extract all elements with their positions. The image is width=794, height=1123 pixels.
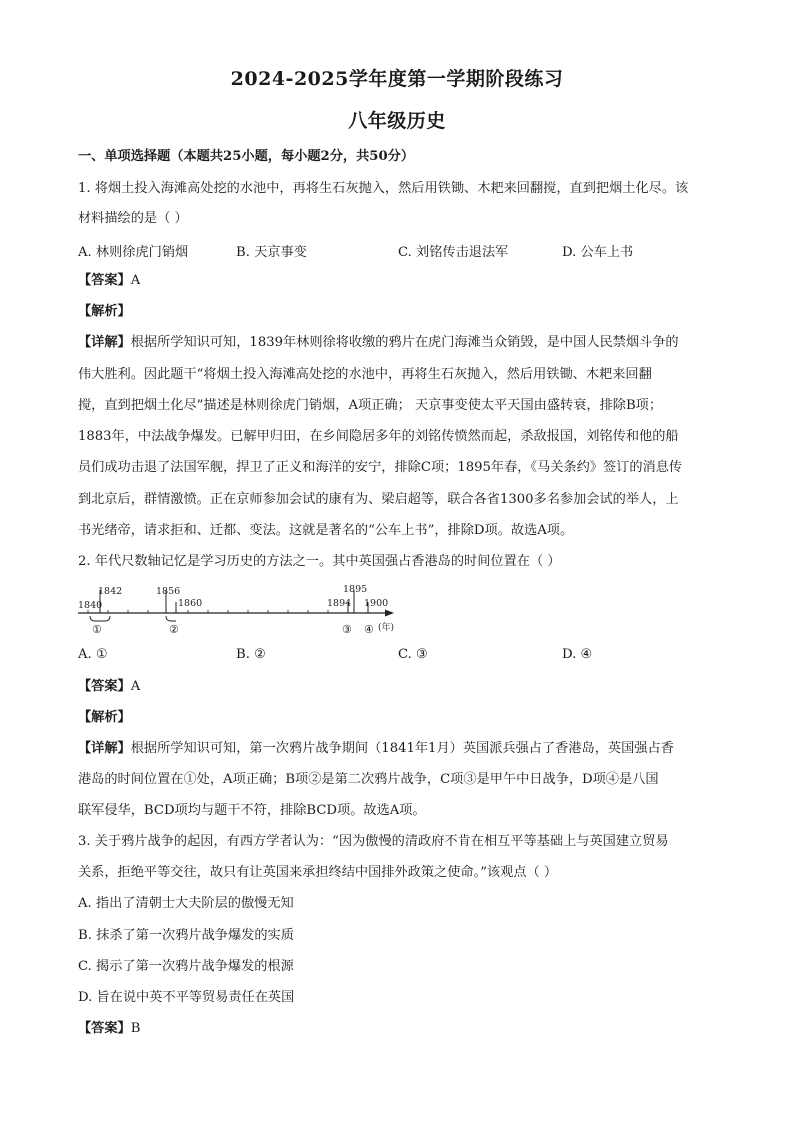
q1-option-b: B. 天京事变 — [236, 245, 307, 260]
q1-answer — [78, 272, 718, 290]
exam-subtitle: 八年级历史 — [348, 110, 446, 132]
q1-detail-line: 搅，直到把烟土化尽”描述是林则徐虎门销烟，A项正确； 天京事变使太平天国由盛转衰，排除B项； — [78, 398, 663, 413]
timeline-year-label: 1856 — [156, 586, 181, 597]
q1-option-a: A. 林则徐虎门销烟 — [78, 245, 189, 260]
timeline-year-label: 1900 — [364, 598, 389, 609]
q2-timeline — [78, 580, 418, 640]
exam-title: 2024-2025学年度第一学期阶段练习 — [230, 68, 564, 90]
timeline-year-label: 1860 — [178, 598, 203, 609]
q1-option-d: D. 公车上书 — [562, 245, 634, 260]
q1-detail-line: 伟大胜利。因此题干“将烟土投入海滩高处挖的水池中，再将生石灰抛入，然后用铁锄、木耙来回翻 — [78, 367, 652, 382]
q1-answer-value: A — [130, 273, 141, 288]
q1-stem-line2: 材料描绘的是（ ） — [78, 211, 188, 226]
q3-answer — [78, 1020, 718, 1038]
timeline-year-label: 1840 — [78, 600, 103, 611]
q1-detail-line — [78, 334, 718, 352]
section-heading: 一、单项选择题（本题共25小题，每小题2分，共50分） — [78, 149, 415, 164]
timeline-mark: ② — [169, 623, 179, 636]
q2-option-a: A. ① — [78, 647, 108, 662]
timeline-unit: (年) — [378, 623, 395, 633]
q2-option-d: D. ④ — [562, 647, 593, 662]
q3-stem-line2: 关系，拒绝平等交往，故只有让英国来承担终结中国排外政策之使命。”该观点（ ） — [78, 865, 558, 880]
q1-detail-line: 1883年，中法战争爆发。已解甲归田，在乡间隐居多年的刘铭传愤然而起，杀敌报国，刘铭传和他的船 — [78, 429, 679, 444]
q3-option-c: C. 揭示了第一次鸦片战争爆发的根源 — [78, 959, 294, 974]
q2-answer-label: 【答案】 — [78, 679, 131, 694]
q1-detail-line: 员们成功击退了法国军舰，捍卫了正义和海洋的安宁，排除C项；1895年春，《马关条约》签订的消息传 — [78, 460, 683, 475]
q3-answer-value: B — [130, 1021, 141, 1036]
q2-detail-line — [78, 740, 718, 758]
q2-answer-value: A — [130, 679, 141, 694]
q2-option-b: B. ② — [236, 647, 266, 662]
q3-option-a: A. 指出了清朝士大夫阶层的傲慢无知 — [78, 896, 294, 911]
q1-answer-label: 【答案】 — [78, 273, 131, 288]
q1-detail-line: 到北京后，群情激愤。正在京师参加会试的康有为、梁启超等，联合各省1300多名参加会试的举人，上 — [78, 492, 679, 507]
q2-stem: 2. 年代尺数轴记忆是学习历史的方法之一。其中英国强占香港岛的时间位置在（ ） — [78, 554, 561, 569]
q1-option-c: C. 刘铭传击退法军 — [398, 245, 509, 260]
timeline-mark: ④ — [364, 623, 374, 636]
q2-option-c: C. ③ — [398, 647, 428, 662]
timeline-mark: ③ — [342, 623, 352, 636]
q1-detail-label: 【详解】 — [78, 335, 131, 350]
q2-answer — [78, 678, 718, 696]
q1-detail-line: 书光绪帝，请求拒和、迁都、变法。这就是著名的“公车上书”，排除D项。故选A项。 — [78, 523, 574, 538]
timeline-year-label: 1894 — [327, 598, 352, 609]
q2-detail-line: 联军侵华，BCD项均与题干不符，排除BCD项。故选A项。 — [78, 803, 426, 818]
q1-stem-line1: 1. 将烟土投入海滩高处挖的水池中，再将生石灰抛入，然后用铁锄、木耙来回翻搅，直到把烟土化尽。该 — [78, 181, 689, 196]
timeline-mark: ① — [92, 623, 102, 636]
q3-stem-line1: 3. 关于鸦片战争的起因，有西方学者认为：“因为傲慢的清政府不肯在相互平等基础上与英国建立贸易 — [78, 834, 669, 849]
q3-answer-label: 【答案】 — [78, 1021, 131, 1036]
timeline-year-label: 1842 — [98, 586, 123, 597]
q2-detail-text: 根据所学知识可知，第一次鸦片战争期间（1841年1月）英国派兵强占了香港岛，英国强占香 — [130, 741, 674, 756]
q1-detail-text: 根据所学知识可知，1839年林则徐将收缴的鸦片在虎门海滩当众销毁，是中国人民禁烟斗争的 — [130, 335, 679, 350]
q2-detail-line: 港岛的时间位置在①处，A项正确；B项②是第二次鸦片战争，C项③是甲午中日战争，D项④是八国 — [78, 772, 659, 787]
q2-detail-label: 【详解】 — [78, 741, 131, 756]
q3-option-b: B. 抹杀了第一次鸦片战争爆发的实质 — [78, 928, 294, 943]
timeline-year-label: 1895 — [343, 584, 368, 595]
q2-analysis-label: 【解析】 — [78, 710, 131, 725]
q1-analysis-label: 【解析】 — [78, 304, 131, 319]
q3-option-d: D. 旨在说中英不平等贸易责任在英国 — [78, 990, 295, 1005]
